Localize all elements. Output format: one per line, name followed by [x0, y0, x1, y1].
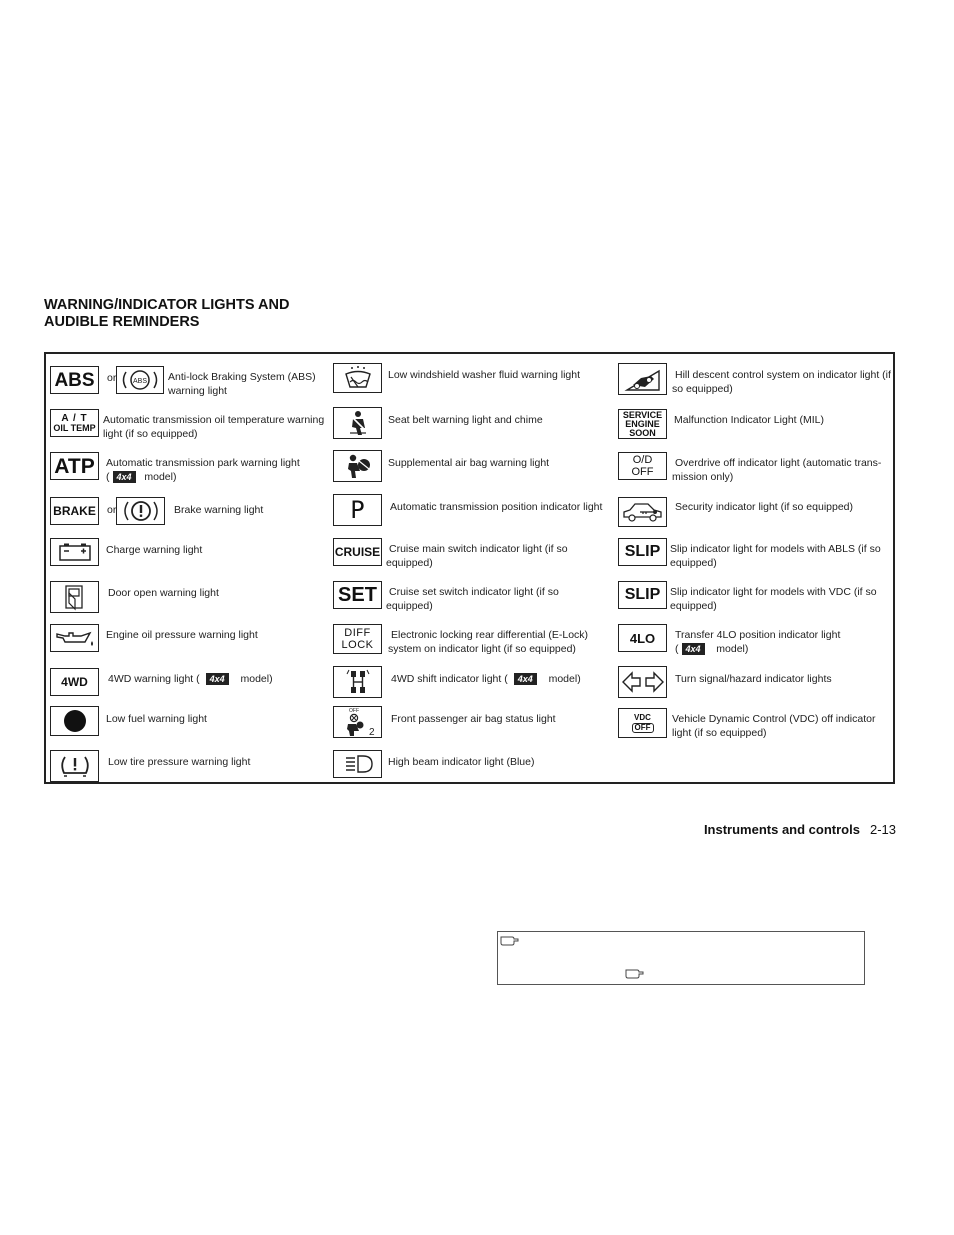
mil-desc: Malfunction Indicator Light (MIL) — [674, 414, 824, 426]
set-text-icon — [333, 581, 382, 609]
passenger-airbag-off-text: OFF — [348, 708, 359, 714]
at-oil-temp-icon — [50, 409, 99, 437]
4lo-desc: Transfer 4LO position indicator light ( 4x4 model) — [675, 629, 841, 655]
atp-desc-model: model) — [144, 471, 177, 483]
washer-fluid-desc: Low windshield washer fluid warning light — [388, 369, 581, 381]
4wd-desc-model: model) — [240, 673, 273, 685]
page-title — [44, 297, 289, 330]
abs-text-icon — [50, 366, 99, 394]
od-icon-line1: O/D — [632, 453, 653, 466]
cruise-icon-label: CRUISE — [334, 545, 381, 559]
atp-desc: Automatic transmission park warning light ( 4x4 model) — [106, 457, 300, 483]
brake-circle-icon — [116, 497, 165, 525]
high-beam-icon — [333, 750, 382, 778]
seat-belt-icon — [333, 407, 382, 439]
mil-icon-line1: SERVICE — [622, 409, 663, 420]
oil-can-icon — [50, 624, 99, 652]
4wd-warning-desc — [108, 672, 348, 686]
4wd-text-icon — [50, 668, 99, 696]
or-label: or — [107, 504, 117, 516]
page-number: 2-13 — [869, 822, 896, 837]
door-open-icon — [50, 581, 99, 613]
tire-pressure-icon — [50, 750, 99, 782]
4lo-icon-label: 4LO — [629, 630, 656, 646]
pointing-hand-icon — [625, 967, 645, 979]
atp-desc-text: Automatic transmission park warning light — [106, 457, 300, 469]
od-icon-line2: OFF — [631, 465, 654, 478]
abs-desc: Anti-lock Braking System (ABS) warning light — [168, 371, 316, 397]
4x4-badge: 4x4 — [113, 471, 136, 483]
slip-vdc-icon-label: SLIP — [624, 586, 661, 603]
door-open-desc: Door open warning light — [108, 587, 219, 599]
park-position-desc: Automatic transmission position indicator light — [390, 501, 603, 513]
e-lock-desc: Electronic locking rear differential (E-Lock) system on indicator light (if so equipped) — [388, 629, 589, 655]
hill-descent-icon — [618, 363, 667, 395]
low-fuel-dot-icon — [50, 706, 99, 736]
passenger-airbag-status-icon — [333, 706, 382, 738]
turn-signal-desc: Turn signal/hazard indicator lights — [675, 673, 832, 685]
slip-abls-desc: Slip indicator light for models with ABLS (if so equipped) — [670, 543, 881, 569]
cruise-set-desc: Cruise set switch indicator light (if so equipped) — [386, 586, 559, 612]
security-desc: Security indicator light (if so equipped) — [675, 501, 854, 513]
vdc-icon-line2: OFF — [632, 723, 654, 733]
page-footer — [704, 822, 896, 837]
reference-note-box — [497, 931, 865, 985]
diff-lock-icon — [333, 624, 382, 654]
4lo-icon — [618, 624, 667, 652]
od-off-icon — [618, 452, 667, 480]
cruise-text-icon — [333, 538, 382, 566]
seat-belt-desc: Seat belt warning light and chime — [388, 414, 543, 426]
hill-descent-desc: Hill descent control system on indicator light (if so equipped) — [672, 369, 891, 395]
4x4-badge: 4x4 — [206, 673, 229, 685]
vdc-off-desc: Vehicle Dynamic Control (VDC) off indicator light (if so equipped) — [672, 713, 876, 739]
4wd-desc-text: 4WD warning light ( — [108, 673, 200, 685]
brake-text-icon — [50, 497, 99, 525]
tire-pressure-desc: Low tire pressure warning light — [108, 756, 251, 768]
air-bag-desc: Supplemental air bag warning light — [388, 457, 550, 469]
diff-icon-line1: DIFF — [344, 626, 371, 639]
low-fuel-desc: Low fuel warning light — [106, 713, 207, 725]
park-icon-label: P — [350, 496, 365, 524]
title-line-1: WARNING/INDICATOR LIGHTS AND — [44, 297, 290, 313]
diff-icon-line2: LOCK — [341, 638, 374, 651]
park-position-icon — [333, 494, 382, 526]
service-engine-soon-icon — [618, 409, 667, 439]
charge-desc: Charge warning light — [106, 544, 203, 556]
4wd-shift-desc — [391, 672, 631, 686]
pointing-hand-icon — [500, 934, 520, 946]
abs-icon-label: ABS — [54, 369, 95, 391]
4lo-desc-text: Transfer 4LO position indicator light — [675, 629, 841, 641]
air-bag-icon — [333, 450, 382, 482]
4wd-shift-icon — [333, 666, 382, 698]
at-icon-line2: OIL TEMP — [53, 422, 96, 433]
4lo-desc-model: model) — [716, 643, 749, 655]
vdc-icon-line1: VDC — [634, 712, 651, 722]
or-label: or — [107, 372, 117, 384]
title-line-2: AUDIBLE REMINDERS — [44, 313, 200, 330]
4x4-badge: 4x4 — [682, 643, 705, 655]
abs-circle-text: ABS — [132, 378, 148, 385]
brake-icon-label: BRAKE — [53, 504, 96, 518]
brake-desc: Brake warning light — [174, 504, 264, 516]
set-icon-label: SET — [338, 584, 377, 606]
od-off-desc: Overdrive off indicator light (automatic trans- mission only) — [672, 457, 882, 483]
turn-signal-arrows-icon — [618, 666, 667, 698]
oil-pressure-desc: Engine oil pressure warning light — [106, 629, 258, 641]
at-oil-temp-desc: Automatic transmission oil temperature warning light (if so equipped) — [103, 414, 325, 440]
at-icon-line1: A / T — [61, 412, 88, 424]
mil-icon-line2: ENGINE — [625, 418, 660, 429]
4x4-badge: 4x4 — [514, 673, 537, 685]
slip-vdc-desc: Slip indicator light for models with VDC (if so equipped) — [670, 586, 877, 612]
atp-icon — [50, 452, 99, 480]
slip-abls-icon-label: SLIP — [624, 543, 661, 560]
slip-abls-icon — [618, 538, 667, 566]
atp-icon-label: ATP — [54, 454, 95, 478]
slip-vdc-icon — [618, 581, 667, 609]
high-beam-desc: High beam indicator light (Blue) — [388, 756, 535, 768]
washer-fluid-icon — [333, 363, 382, 393]
mil-icon-line3: SOON — [629, 427, 656, 438]
security-car-key-icon — [618, 497, 667, 527]
4wd-icon-label: 4WD — [61, 675, 88, 689]
section-name: Instruments and controls — [703, 822, 860, 837]
4wd-shift-desc-model: model) — [548, 673, 581, 685]
passenger-airbag-desc: Front passenger air bag status light — [391, 713, 556, 725]
abs-circle-icon — [116, 366, 164, 394]
passenger-airbag-2-text: 2 — [368, 727, 375, 737]
4wd-shift-desc-text: 4WD shift indicator light ( — [391, 673, 508, 685]
vdc-off-icon — [618, 708, 667, 738]
cruise-main-desc: Cruise main switch indicator light (if so equipped) — [386, 543, 568, 569]
indicator-table — [44, 352, 895, 784]
battery-icon — [50, 538, 99, 566]
